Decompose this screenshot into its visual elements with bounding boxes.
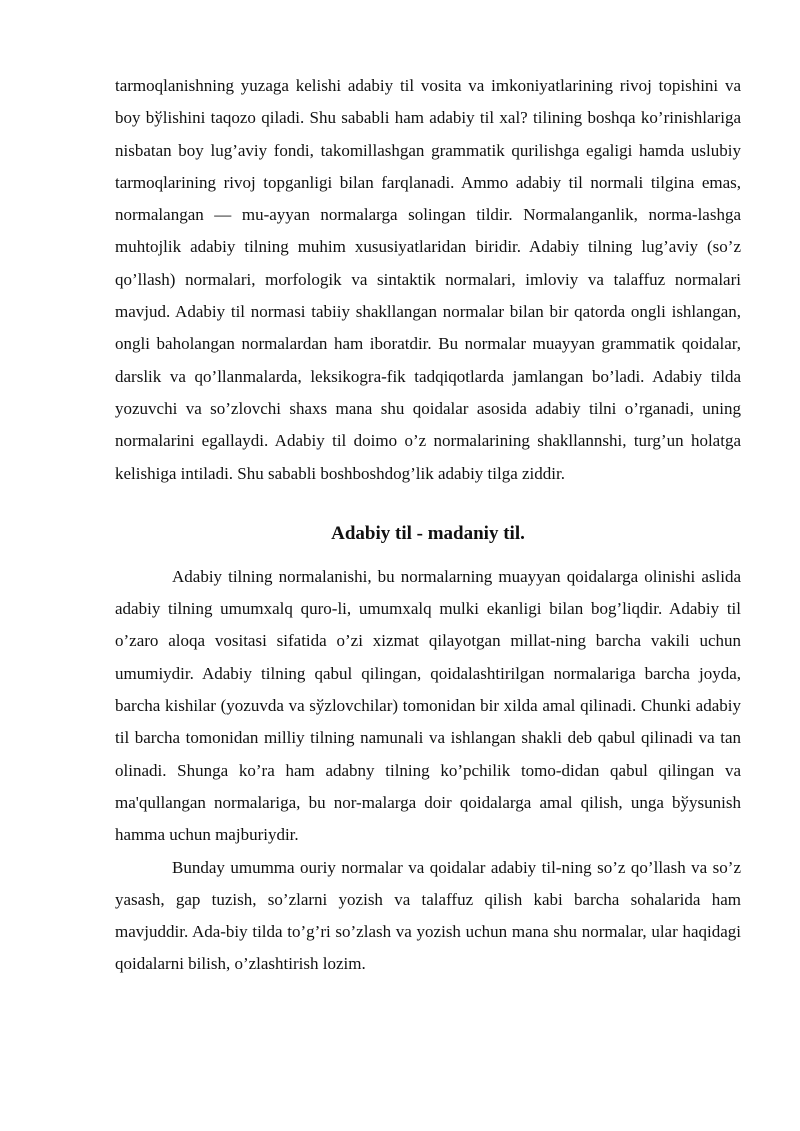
paragraph-2: Adabiy tilning normalanishi, bu normalarning muayyan qoidalarga olinishi aslida adabiy tilning umumxalq quro-li, umumxalq mulki ekanligi bilan bog’liqdir. Adabiy til o’zaro aloqa vositasi sifatida o’zi xizmat qilayotgan millat-ning barcha vakili uchun umumiydir. Adabiy tilning qabul qilingan, qoidalashtirilgan normalariga barcha joyda, barcha kishilar (yozuvda va sўzlovchilar) tomonidan bir xilda amal qilinadi. Chunki adabiy til barcha tomonidan milliy tilning namunali va ishlangan shakli deb qabul qilinadi va tan olinadi. Shunga ko’ra ham adabny tilning ko’pchilik tomo-didan qabul qilingan va ma'qullangan normalariga, bu nor-malarga doir qoidalarga amal qilish, unga bўysunish hamma uchun majburiydir. xyxy=(115,566,741,845)
document-page xyxy=(115,70,741,981)
paragraph-3: Bunday umumma ouriy normalar va qoidalar adabiy til-ning so’z qo’llash va so’z yasash, gap tuzish, so’zlarni yozish va talaffuz qilish kabi barcha sohalarida ham mavjuddir. Ada-biy tilda to’g’ri so’zlash va yozish uchun mana shu normalar, ular haqidagi qoidalarni bilish, o’zlashtirish lozim. xyxy=(115,857,741,974)
paragraph-1: tarmoqlanishning yuzaga kelishi adabiy til vosita va imkoniyatlarining rivoj topishini va boy bўlishini taqozo qiladi. Shu sababli ham adabiy til xal? tilining boshqa ko’rinishlariga nisbatan boy lug’aviy fondi, takomillashgan grammatik qurilishga egaligi hamda uslubiy tarmoqlarining rivoj topganligi bilan farqlanadi. Ammo adabiy til normali tilgina emas, normalangan — mu-ayyan normalarga solingan tildir. Normalanganlik, norma-lashga muhtojlik adabiy tilning muhim xususiyatlaridan biridir. Adabiy tilning lug’aviy (so’z qo’llash) normalari, morfologik va sintaktik normalari, imloviy va talaffuz normalari mavjud. Adabiy til normasi tabiiy shakllangan normalar bilan bir qatorda ongli ishlangan, ongli baholangan normalardan ham iboratdir. Bu normalar muayyan grammatik qoidalar, darslik va qo’llanmalarda, leksikogra-fik tadqiqotlarda jamlangan bo’ladi. Adabiy tilda yozuvchi va so’zlovchi shaxs mana shu qoidalar asosida adabiy tilni o’rganadi, uning normalarini egallaydi. Adabiy til doimo o’z normalarining shakllannshi, turg’un holatga kelishiga intiladi. Shu sababli boshboshdog’lik adabiy tilga ziddir. xyxy=(115,76,741,483)
section-heading: Adabiy til - madaniy til. xyxy=(331,522,525,544)
